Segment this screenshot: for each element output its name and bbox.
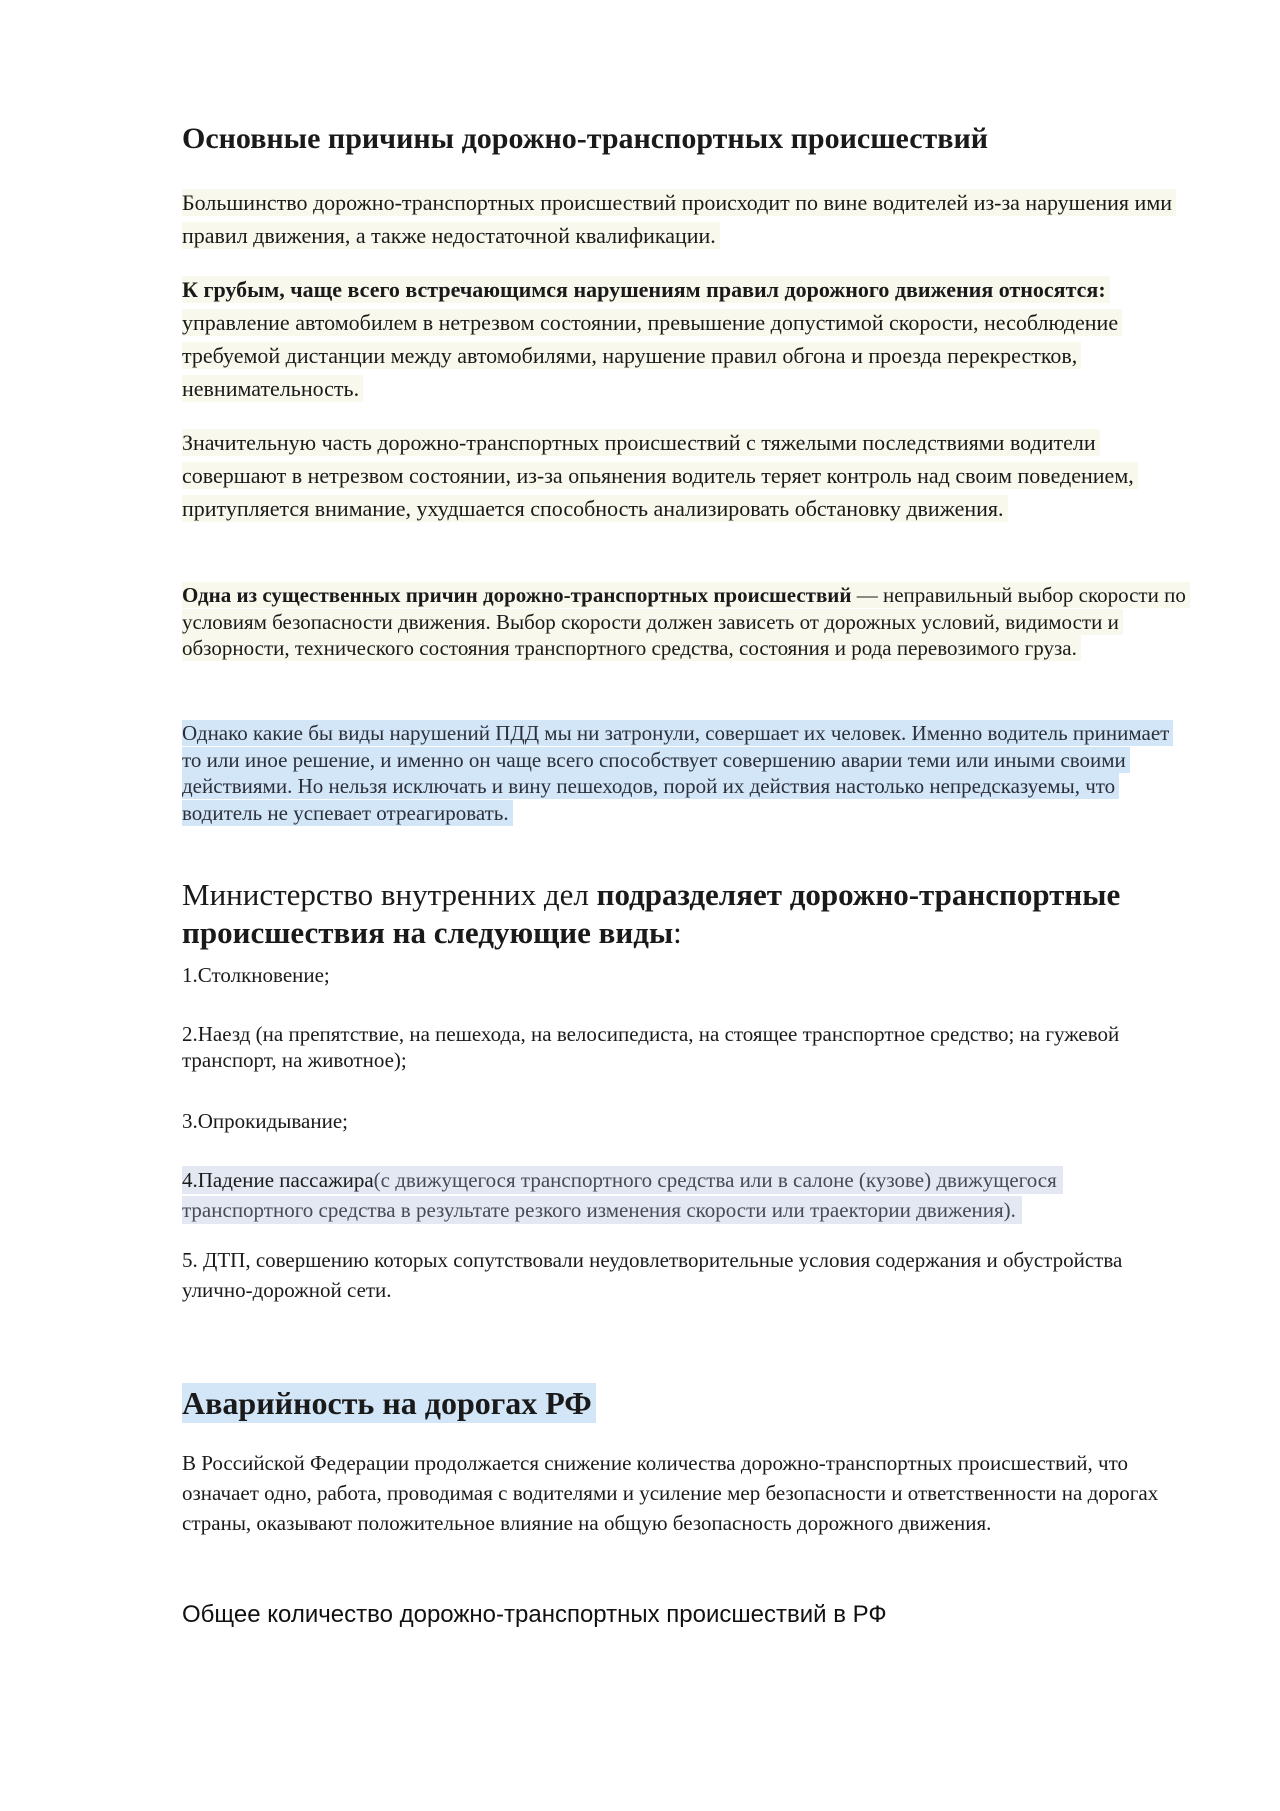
list-item-collision: 1.Столкновение;: [182, 963, 330, 987]
list-item-passenger-fall: [182, 1165, 1192, 1225]
paragraph-violations-bold: К грубым, чаще всего встречающимся нарушениям правил дорожного движения относятся:: [182, 277, 1106, 302]
list-item-road-conditions: 5. ДТП, совершению которых сопутствовали неудовлетворительные условия содержания и обустройства улично-дорожной сети.: [182, 1248, 1123, 1302]
paragraph-speed-text: [182, 582, 1190, 661]
subheading-total-accidents: Общее количество дорожно-транспортных происшествий в РФ: [182, 1601, 887, 1628]
paragraph-violations: [182, 273, 1192, 405]
list-item-passenger-fall-body: (с движущегося транспортного средства или в салоне (кузове) движущегося транспортного средства в результате резкого изменения скорости или траектории движения).: [182, 1168, 1057, 1222]
paragraph-intro: [182, 186, 1192, 252]
paragraph-speed: [182, 582, 1192, 662]
paragraph-speed-bold: Одна из существенных причин дорожно-транспортных происшествий: [182, 583, 852, 607]
paragraph-violations-text: [182, 276, 1122, 402]
paragraph-human-factor: [182, 720, 1192, 826]
section-heading-accidents: [182, 1381, 1192, 1425]
section-heading-types-normal: Министерство внутренних дел: [182, 877, 597, 912]
paragraph-violations-body: управление автомобилем в нетрезвом состоянии, превышение допустимой скорости, несоблюдение требуемой дистанции между автомобилями, нарушение правил обгона и проезда перекрестков, невнимательность.: [182, 310, 1119, 401]
paragraph-drunk-driving-text: Значительную часть дорожно-транспортных происшествий с тяжелыми последствиями водители совершают в нетрезвом состоянии, из-за опьянения водитель теряет контроль над своим поведением, притупляется внимание, ухудшается способность анализировать обстановку движения.: [182, 429, 1138, 522]
list-item-passenger-fall-text: [182, 1166, 1063, 1224]
section-heading-types-bold: подразделяет дорожно-транспортные происшествия на следующие виды: [182, 877, 1121, 950]
list-item-rollover: 3.Опрокидывание;: [182, 1109, 348, 1133]
section-heading-types: [182, 876, 1192, 952]
list-item-hit: 2.Наезд (на препятствие, на пешехода, на велосипедиста, на стоящее транспортное средство; на гужевой транспорт, на животное);: [182, 1022, 1120, 1072]
section-heading-accidents-text: Аварийность на дорогах РФ: [182, 1383, 596, 1423]
list-item-passenger-fall-lead: 4.Падение пассажира: [182, 1168, 374, 1192]
paragraph-speed-body: — неправильный выбор скорости по условиям безопасности движения. Выбор скорости должен зависеть от дорожных условий, видимости и обзорности, технического состояния транспортного средства, состояния и рода перевозимого груза.: [182, 583, 1186, 660]
paragraph-intro-text: Большинство дорожно-транспортных происшествий происходит по вине водителей из-за нарушения ими правил движения, а также недостаточной квалификации.: [182, 189, 1176, 249]
paragraph-drunk-driving: [182, 426, 1192, 525]
section-heading-types-colon: :: [673, 915, 682, 950]
paragraph-human-factor-text: Однако какие бы виды нарушений ПДД мы ни затронули, совершает их человек. Именно водитель принимает то или иное решение, и именно он чаще всего способствует совершению аварии теми или иными своими действиями. Но нельзя исключать и вину пешеходов, порой их действия настолько непредсказуемы, что водитель не успевает отреагировать.: [182, 720, 1173, 826]
document-title: Основные причины дорожно-транспортных происшествий: [182, 122, 989, 155]
paragraph-russia-stats: В Российской Федерации продолжается снижение количества дорожно-транспортных происшествий, что означает одно, работа, проводимая с водителями и усиление мер безопасности и ответственности на дорогах страны, оказывают положительное влияние на общую безопасность дорожного движения.: [182, 1451, 1159, 1535]
